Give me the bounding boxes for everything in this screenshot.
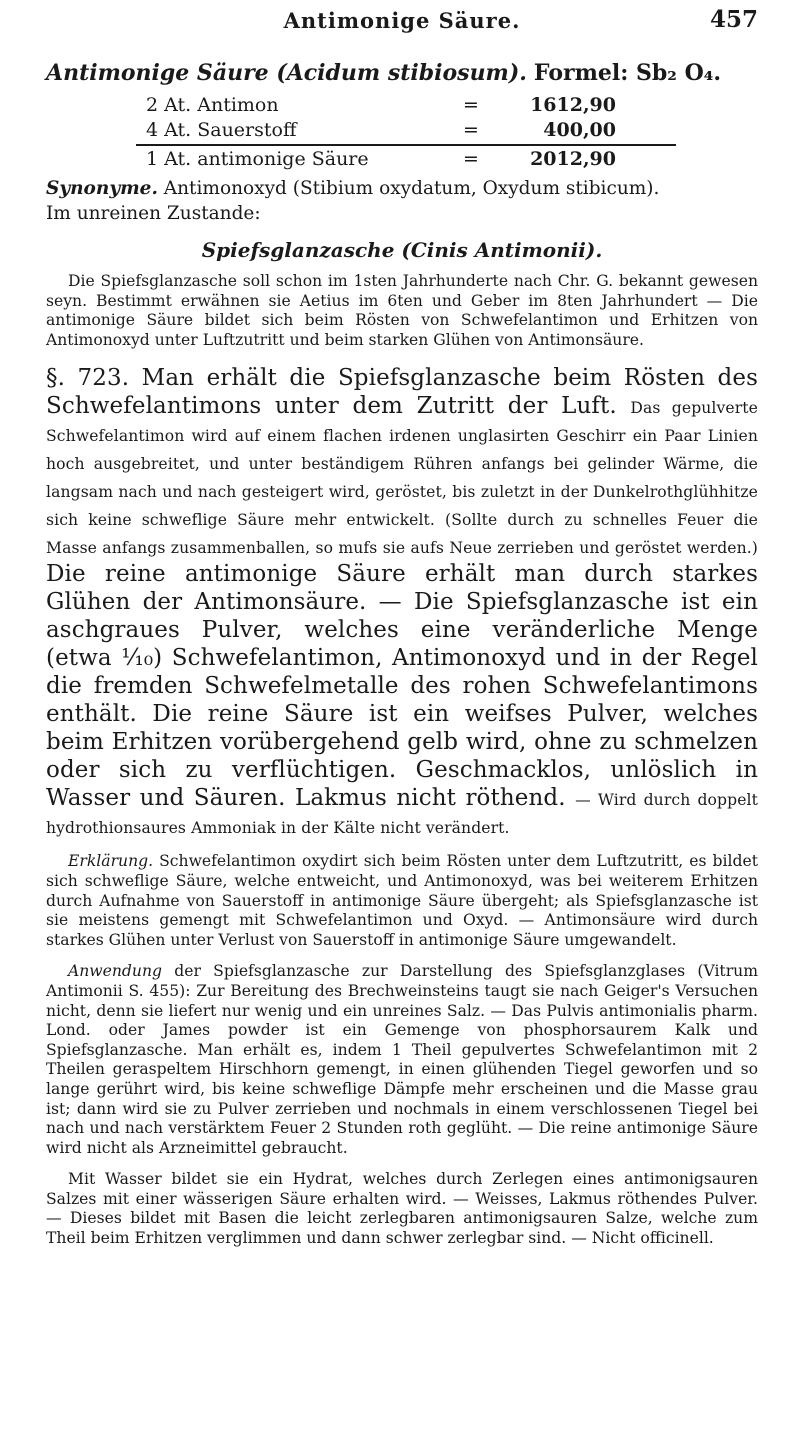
formula-label: Formel: Sb₂ O₄. xyxy=(533,60,722,86)
paragraph-explanation xyxy=(46,852,758,950)
calc-value: 400,00 xyxy=(543,119,616,141)
explanation-text: Schwefelantimon oxydirt sich beim Rösten unter dem Luftzutritt, es bildet sich schweflige Säure, welche entweicht, und Antimonoxyd, was bei weiterem Erhitzen durch Aufnahme von Sauerstoff in antimonige Säure übergeht; als Spiefsglanzasche ist sie meistens gemengt mit Schwefelantimon und Oxyd. — Antimonsäure wird durch starkes Glühen unter Verlust von Sauerstoff in antimonige Säure umgewandelt. xyxy=(46,852,758,949)
section-title: Spiefsglanzasche (Cinis Antimonii). xyxy=(201,238,603,262)
sum-rule xyxy=(136,144,676,146)
section-723-properties: Die reine antimonige Säure erhält man durch starkes Glühen der Antimonsäure. — Die Spiefsglanzasche ist ein aschgraues Pulver, welches eine veränderliche Menge (etwa ¹⁄₁₀) Schwefelantimon, Antimonoxyd und in der Regel die fremden Schwefelmetalle des rohen Schwefelantimons enthält. Die reine Säure ist ein weifses Pulver, welches beim Erhitzen vorübergehend gelb wird, ohne zu schmelzen oder sich zu verflüchtigen. Geschmacklos, unlöslich in Wasser und Säuren. Lakmus nicht röthend. xyxy=(46,561,758,812)
running-title: Antimonige Säure. xyxy=(283,8,521,33)
running-head xyxy=(46,0,758,44)
page-number: 457 xyxy=(709,6,758,33)
section-723-procedure: Das gepulverte Schwefelantimon wird auf einem flachen irdenen unglasirten Geschirr ein Paar Linien hoch ausgebreitet, und unter beständigem Rühren anfangs bei gelinder Wärme, die langsam nach und nach gesteigert wird, geröstet, bis zuletzt in der Dunkelrothglühhitze sich keine schweflige Säure mehr entwickelt. (Sollte durch zu schnelles Feuer die Masse anfangs zusammenballen, so mufs sie aufs Neue zerrieben und geröstet werden.) xyxy=(46,399,758,558)
compound-heading xyxy=(46,58,758,89)
impure-state-label: Im unreinen Zustande: xyxy=(46,203,261,224)
synonyms xyxy=(46,176,758,201)
synonyms-text: Antimonoxyd (Stibium oxydatum, Oxydum stibicum). xyxy=(163,178,660,199)
calc-row xyxy=(146,93,666,118)
calc-label: 4 At. Sauerstoff xyxy=(146,119,297,141)
paragraph-section-723 xyxy=(46,364,758,840)
calc-value: 2012,90 xyxy=(530,148,616,170)
use-label: Anwendung xyxy=(68,962,162,981)
calc-equals: = xyxy=(463,94,479,116)
synonyms-label: Synonyme. xyxy=(46,178,158,199)
calc-row-total xyxy=(146,147,666,172)
explanation-label: Erklärung. xyxy=(68,852,154,871)
section-723-reaction: — Wird durch doppelt hydrothionsaures Ammoniak in der Kälte nicht verändert. xyxy=(46,791,758,838)
section-723-intro: §. 723. Man erhält die Spiefsglanzasche beim Rösten des Schwefelantimons unter dem Zutritt der Luft. xyxy=(46,365,758,420)
calc-equals: = xyxy=(463,148,479,170)
calc-row xyxy=(146,118,666,143)
calc-label: 1 At. antimonige Säure xyxy=(146,148,369,170)
calc-label: 2 At. Antimon xyxy=(146,94,279,116)
calc-value: 1612,90 xyxy=(530,94,616,116)
paragraph-use xyxy=(46,962,758,1158)
use-text: der Spiefsglanzasche zur Darstellung des Spiefsglanzglases (Vitrum Antimonii S. 455): Zur Bereitung des Brechweinsteins taugt sie nach Geiger's Versuchen nicht, denn sie liefert nur wenig und ein unreines Salz. — Das Pulvis antimonialis pharm. Lond. oder James powder ist ein Gemenge von phosphorsaurem Kalk und Spiefsglanzasche. Man erhält es, indem 1 Theil gepulvertes Schwefelantimon mit 2 Theilen geraspeltem Hirschhorn gemengt, in einen glühenden Tiegel geworfen und so lange gerührt wird, bis keine schweflige Dämpfe mehr erscheinen und die Masse grau ist; dann wird sie zu Pulver zerrieben und nochmals in einem verschlossenen Tiegel bei nach und nach verstärktem Feuer 2 Stunden roth geglüht. — Die reine antimonige Säure wird nicht als Arzneimittel gebraucht. xyxy=(46,962,758,1157)
compound-name: Antimonige Säure (Acidum stibiosum). xyxy=(46,60,527,86)
calc-equals: = xyxy=(463,119,479,141)
atomic-weight-calculation xyxy=(146,93,666,172)
paragraph-hydrate: Mit Wasser bildet sie ein Hydrat, welches durch Zerlegen eines antimonigsauren Salzes mit einer wässerigen Säure erhalten wird. — Weisses, Lakmus röthendes Pulver. — Dieses bildet mit Basen die leicht zerlegbaren antimonigsauren Salze, welche zum Theil beim Erhitzen verglimmen und dann schwer zerlegbar sind. — Nicht officinell. xyxy=(46,1170,758,1248)
paragraph-history: Die Spiefsglanzasche soll schon im 1sten Jahrhunderte nach Chr. G. bekannt gewesen seyn. Bestimmt erwähnen sie Aetius im 6ten und Geber im 8ten Jahrhundert — Die antimonige Säure bildet sich beim Rösten von Schwefelantimon und Erhitzen von Antimonoxyd unter Luftzutritt und beim starken Glühen von Antimonsäure. xyxy=(46,272,758,349)
